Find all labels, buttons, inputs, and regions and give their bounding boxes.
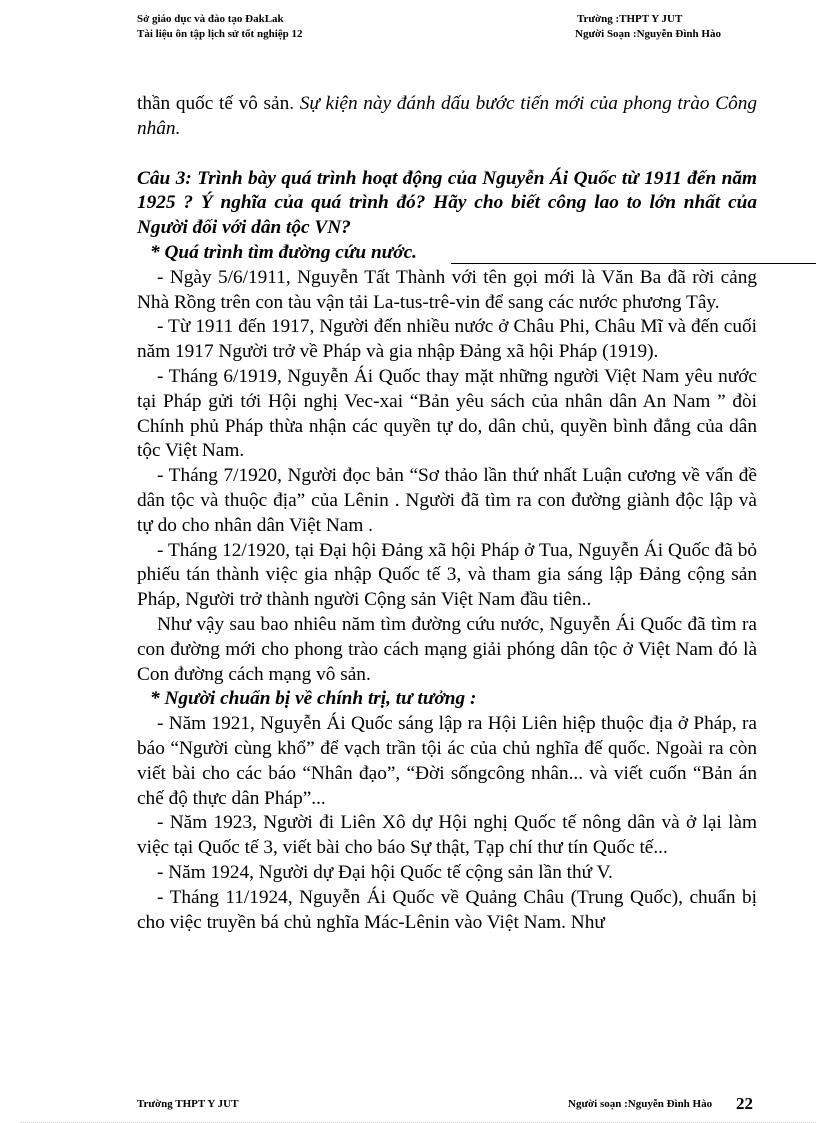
header-left	[137, 12, 303, 42]
intro-italic-text: Sự kiện này đánh dấu bước tiến mới của phong trào Công nhân.	[137, 93, 758, 139]
footer-school: Trường THPT Y JUT	[137, 1098, 239, 1110]
section-2-item: - Năm 1924, Người dự Đại hội Quốc tế cộng sản lần thứ V.	[157, 861, 613, 883]
page-number: 22	[736, 1094, 753, 1113]
summary-paragraph: Như vậy sau bao nhiêu năm tìm đường cứu nước, Nguyễn Ái Quốc đã tìm ra con đường mới cho phong trào cách mạng giải phóng dân tộc ở Việt Nam đó là Con đường cách mạng vô sản.	[137, 613, 757, 685]
section-1-item: - Tháng 6/1919, Nguyễn Ái Quốc thay mặt những người Việt Nam yêu nước tại Pháp gửi tới Hội nghị Vec-xai “Bản yêu sách của nhân dân An Nam ” đòi Chính phủ Pháp thừa nhận các quyền tự do, dân chủ, quyền bình đẳng của dân tộc Việt Nam.	[137, 365, 757, 462]
section-2-item: - Năm 1921, Nguyễn Ái Quốc sáng lập ra Hội Liên hiệp thuộc địa ở Pháp, ra báo “Người cùng khổ” để vạch trần tội ác của chủ nghĩa đế quốc. Ngoài ra còn viết bài cho các báo “Nhân đạo”, “Đời sốngcông nhân... và viết cuốn “Bản án chế độ thực dân Pháp”...	[137, 713, 757, 809]
heading-underline	[451, 263, 816, 264]
header-document-title: Tài liệu ôn tập lịch sử tốt nghiệp 12	[137, 28, 303, 40]
section-1-item: - Ngày 5/6/1911, Nguyễn Tất Thành với tên gọi mới là Văn Ba đã rời cảng Nhà Rồng trên con tàu vận tải La-tus-trê-vin để sang các nước phương Tây.	[137, 266, 757, 313]
footer-author: Người soạn :Nguyễn Đình Hào	[568, 1098, 713, 1110]
section-2-item: - Năm 1923, Người đi Liên Xô dự Hội nghị Quốc tế nông dân và ở lại làm việc tại Quốc tế 3, viết bài cho báo Sự thật, Tạp chí thư tín Quốc tế...	[137, 812, 757, 859]
intro-text: thần quốc tế vô sản.	[137, 93, 300, 114]
header-school: Trường :THPT Y JUT	[577, 13, 683, 25]
page-content	[137, 92, 757, 935]
section-1-item: - Tháng 7/1920, Người đọc bản “Sơ thảo lần thứ nhất Luận cương về vấn đề dân tộc và thuộc địa” của Lênin . Người đã tìm ra con đường giành độc lập và tự do cho nhân dân Việt Nam .	[137, 465, 757, 536]
section-2-item: - Tháng 11/1924, Nguyễn Ái Quốc về Quảng Châu (Trung Quốc), chuẩn bị cho việc truyền bá chủ nghĩa Mác-Lênin vào Việt Nam. Như	[137, 886, 757, 933]
header-author: Người Soạn :Nguyễn Đình Hào	[575, 28, 721, 40]
section-1-heading	[137, 241, 757, 266]
section-1-item: - Tháng 12/1920, tại Đại hội Đảng xã hội Pháp ở Tua, Nguyễn Ái Quốc đã bỏ phiếu tán thành việc gia nhập Quốc tế 3, và tham gia sáng lập Đảng cộng sản Pháp, Người trở thành người Cộng sản Việt Nam đầu tiên..	[137, 539, 757, 611]
header-right	[575, 12, 721, 42]
section-1-title: * Quá trình tìm đường cứu nước.	[150, 241, 417, 263]
section-2-heading: * Người chuẩn bị về chính trị, tư tưởng :	[150, 688, 477, 710]
intro-paragraph	[137, 92, 757, 142]
question-heading: Câu 3: Trình bày quá trình hoạt động của Nguyễn Ái Quốc từ 1911 đến năm 1925 ? Ý nghĩa của quá trình đó? Hãy cho biết công lao to lớn nhất của Người đối với dân tộc VN?	[137, 167, 757, 239]
header-department: Sở giáo dục và đào tạo ĐakLak	[137, 13, 284, 25]
section-1-item: - Từ 1911 đến 1917, Người đến nhiều nước ở Châu Phi, Châu Mĩ và đến cuối năm 1917 Người trở về Pháp và gia nhập Đảng xã hội Pháp (1919).	[137, 316, 757, 363]
